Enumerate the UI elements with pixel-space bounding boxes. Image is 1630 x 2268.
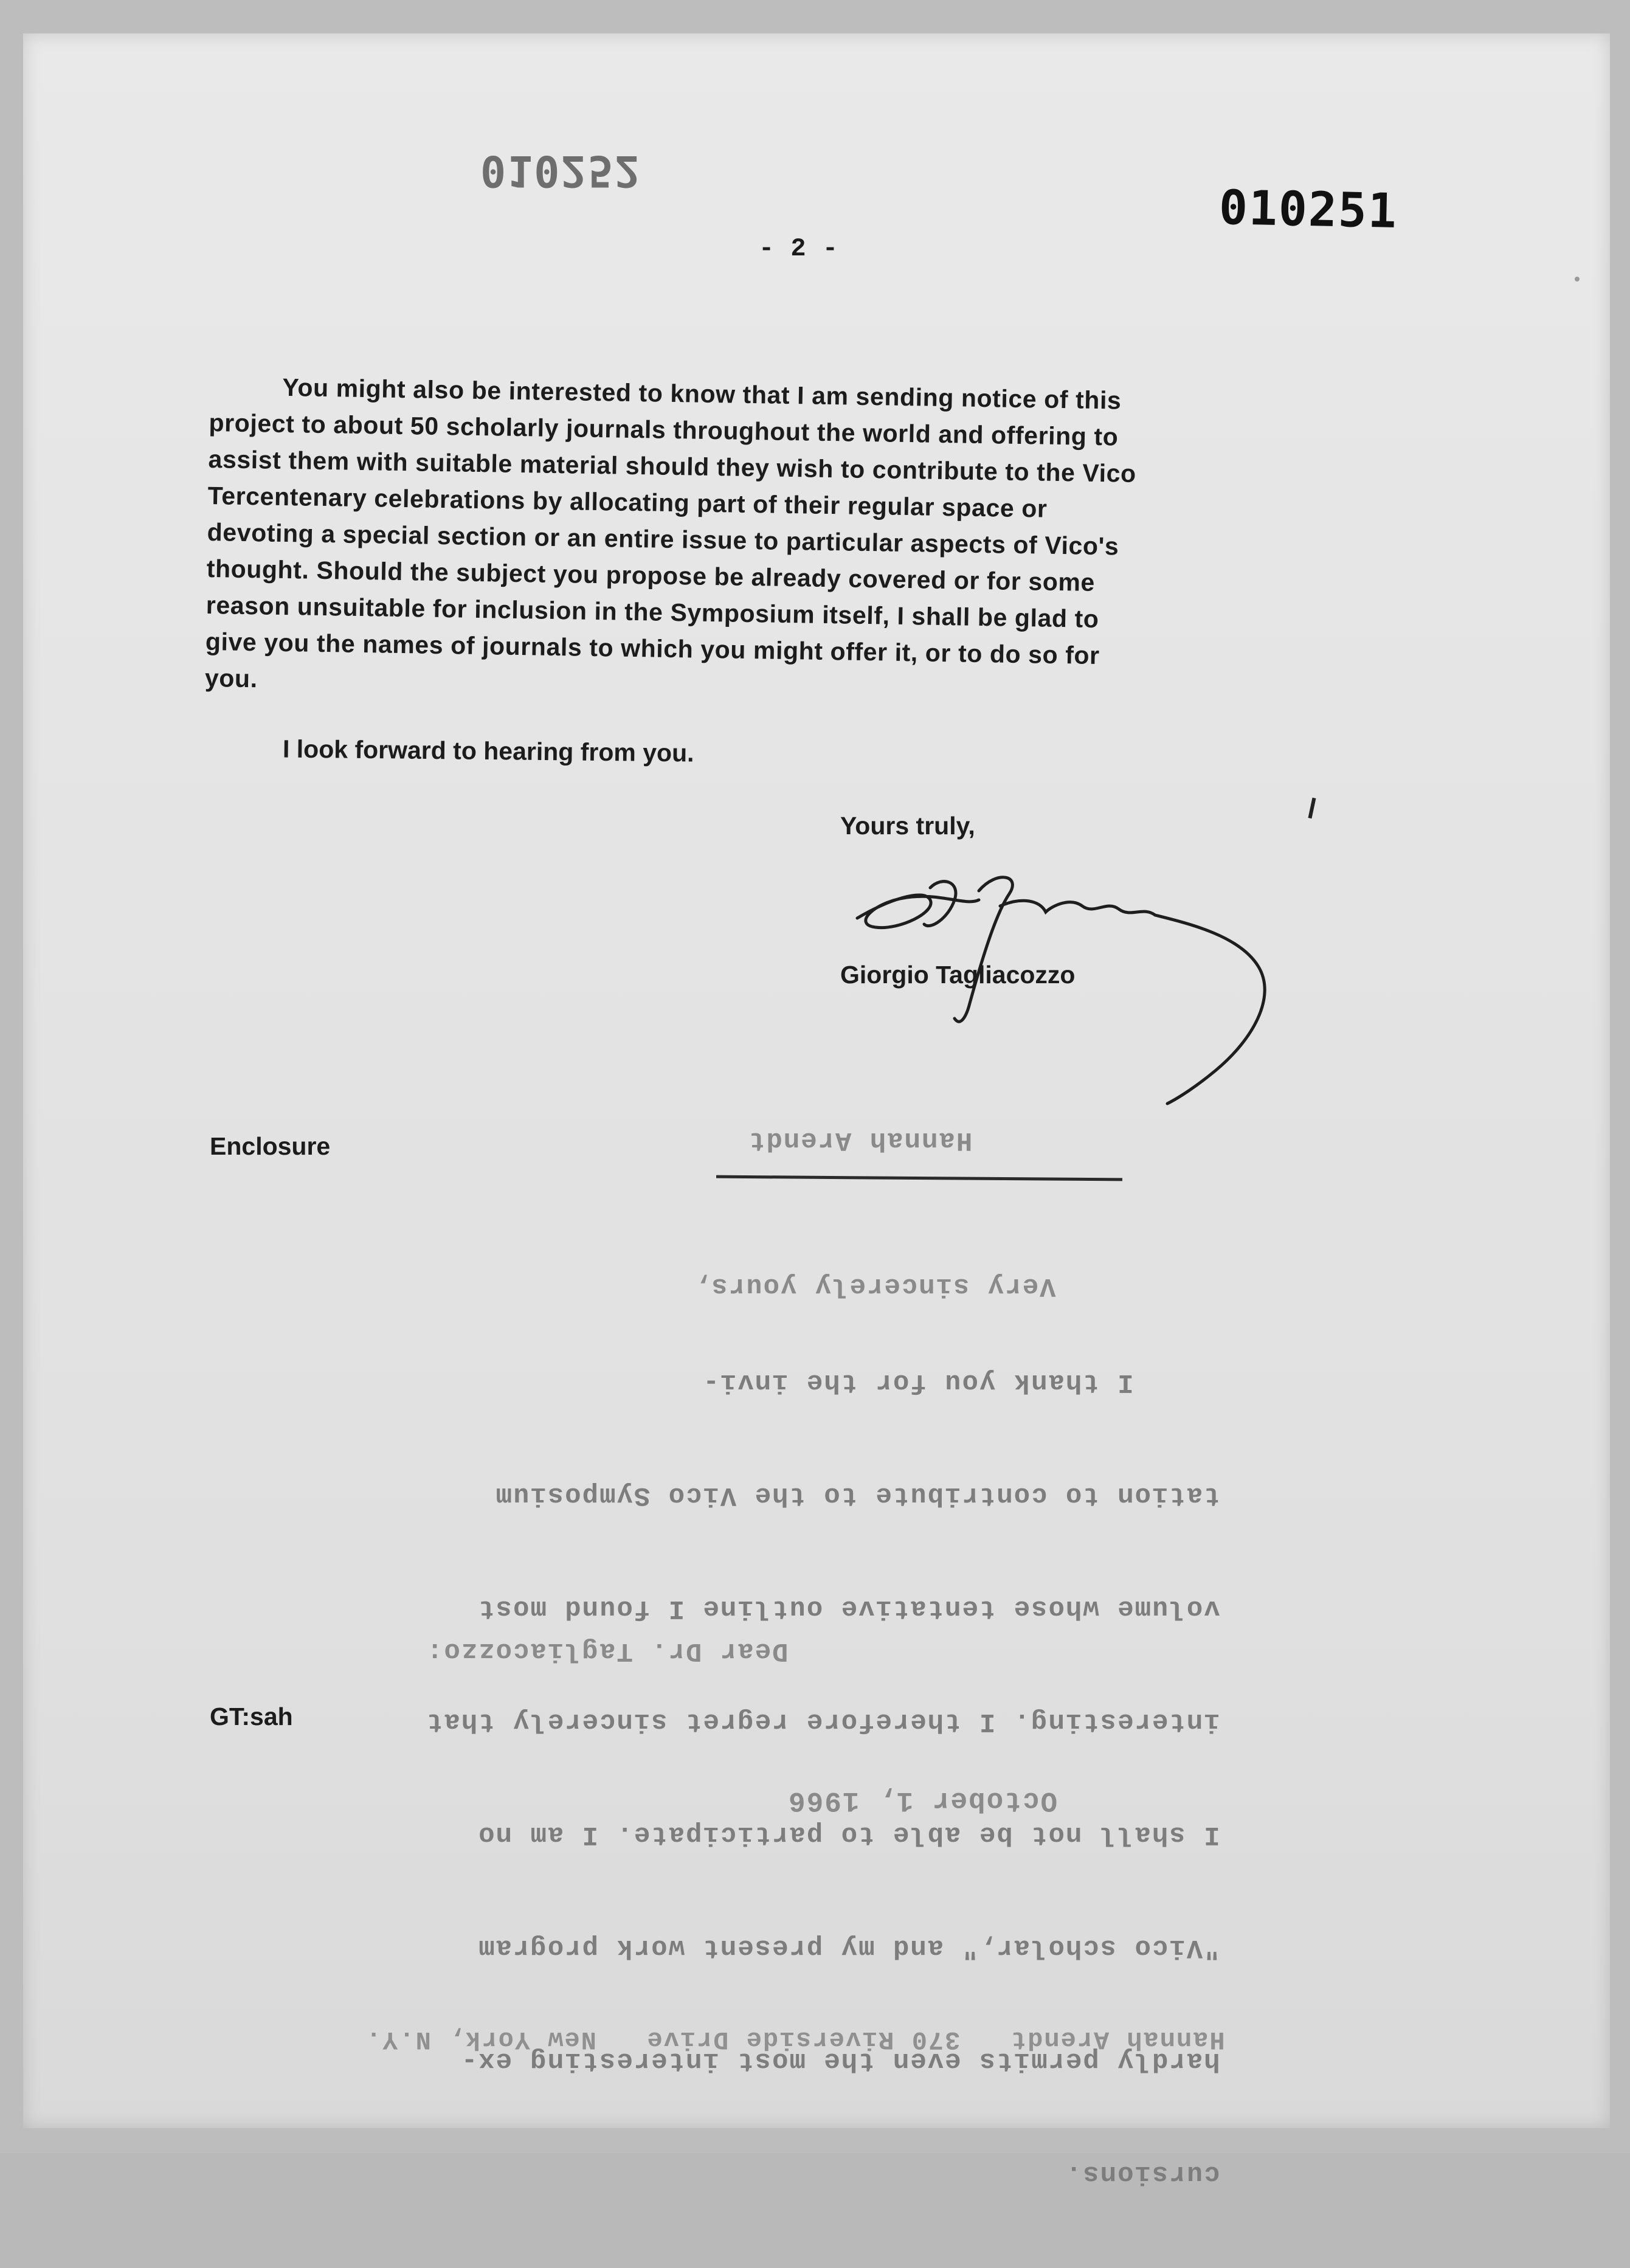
closing-sentence: I look forward to hearing from you. (282, 735, 694, 767)
paragraph-line: Tercentenary celebrations by allocating part of their regular space or (207, 481, 1048, 523)
handwritten-signature (839, 863, 1301, 1119)
reference-initials: GT:sah (210, 1703, 293, 1730)
paragraph-line: reason unsuitable for inclusion in the Symposium itself, I shall be glad to (205, 590, 1099, 634)
signer-name: Giorgio Tagliacozzo (840, 961, 1076, 989)
document-id-stamp: 010251 (1218, 180, 1398, 240)
complimentary-close: Yours truly, (840, 812, 975, 840)
bleed-through-line: "Vico scholar," and my present work program (477, 1932, 1220, 1963)
paragraph-line: you. (204, 663, 258, 693)
bleed-through-line: I thank you for the invi- (702, 1367, 1220, 1397)
bleed-through-address: Hannah Arendt 370 Riverside Drive New York, N.Y. (365, 2025, 1225, 2054)
bleed-through-doc-id: 010252 (480, 146, 641, 196)
paper-speck (1575, 277, 1580, 282)
bleed-through-date: October 1, 1966 (787, 1785, 1058, 1816)
paragraph-line: assist them with suitable material should they wish to contribute to the Vico (208, 444, 1137, 488)
bleed-through-salutation: Dear Dr. Tagliacozzo: (426, 1636, 789, 1666)
page-number: - 2 - (759, 234, 839, 263)
body-paragraph (205, 368, 1383, 714)
bleed-through-closing: Very sincerely yours, (693, 1271, 1056, 1301)
enclosure-notation: Enclosure (210, 1132, 331, 1160)
bleed-through-line: cursions. (1064, 2159, 1220, 2189)
paragraph-line: devoting a special section or an entire issue to particular aspects of Vico's (207, 517, 1119, 561)
paragraph-line: You might also be interested to know that I am sending notice of this (282, 373, 1122, 415)
bleed-through-line: tation to contribute to the Vico Symposium (494, 1480, 1220, 1510)
bleed-through-line: hardly permits even the most interesting ex- (460, 2045, 1220, 2076)
paragraph-line: thought. Should the subject you propose be already covered or for some (206, 554, 1096, 596)
bleed-through-line: interesting. I therefore regret sincerely that (426, 1706, 1220, 1737)
paragraph-line: project to about 50 scholarly journals throughout the world and offering to (209, 408, 1119, 451)
paragraph-line: give you the names of journals to which you might offer it, or to do so for (205, 627, 1100, 670)
bleed-through-line: I shall not be able to participate. I am no (477, 1819, 1220, 1850)
bleed-through-line: volume whose tentative outline I found most (477, 1593, 1220, 1623)
bleed-through-name: Hannah Arendt (748, 1125, 973, 1155)
